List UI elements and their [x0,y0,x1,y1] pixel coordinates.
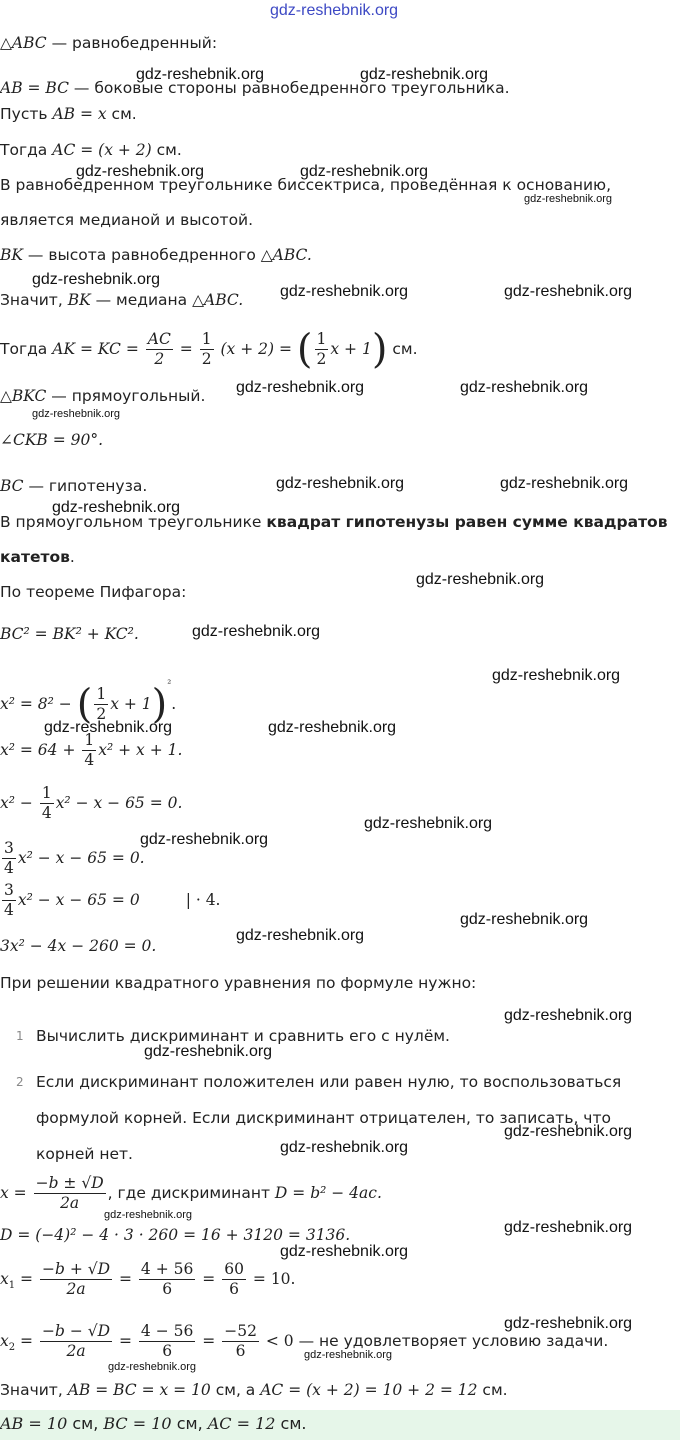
watermark: gdz-reshebnik.org [504,1123,633,1140]
watermark: gdz-reshebnik.org [32,408,121,420]
line-bisector-2: является медианой и высотой. [0,211,254,229]
watermark: gdz-reshebnik.org [44,719,173,736]
fraction: $\frac{-b + √D}{2a}$ [41,1260,111,1298]
eq-root-formula: x = $\frac{-b \pm √D}{2a}$ , где дискриминант D = b² − 4ac. [0,1174,382,1212]
line-quadratic-intro: При решении квадратного уравнения по формуле нужно: [0,974,477,992]
watermark: gdz-reshebnik.org [136,66,265,83]
fraction: $\frac{3}{4}$ [4,839,14,877]
list-item-2-line-3: корней нет. [36,1145,133,1163]
watermark: gdz-reshebnik.org [460,379,589,396]
eq-pythagoras: BC² = BK² + KC². [0,625,139,643]
fraction: $\frac{-b - √D}{2a}$ [41,1322,111,1360]
watermark: gdz-reshebnik.org [236,379,365,396]
watermark: gdz-reshebnik.org [192,623,321,640]
line-triangle-isosceles: △ABC — равнобедренный: [0,34,218,52]
eq-root-1: $x_1$ = $\frac{-b + √D}{2a}$ = $\frac{4 + 56}{6}$ = $\frac{60}{6}$ = 10. [0,1260,296,1298]
line-then-ac: Тогда AC = (x + 2) см. [0,141,182,159]
watermark: gdz-reshebnik.org [280,1243,409,1260]
watermark: gdz-reshebnik.org [460,911,589,928]
eq-x-squared: x² = 8² − ( $\frac{1}{2}$ x + 1)$^{^2}$. [0,679,177,728]
watermark: gdz-reshebnik.org [52,499,181,516]
answer-line: AB = 10 см, BC = 10 см, AC = 12 см. [0,1414,307,1433]
list-item-1: Вычислить дискриминант и сравнить его с нулём. [36,1027,450,1045]
fraction: $\frac{1}{2}$ [316,330,327,368]
watermark: gdz-reshebnik.org [416,571,545,588]
fraction: $\frac{4 - 56}{6}$ [140,1322,194,1360]
fraction: $\frac{1}{4}$ [41,784,52,822]
line-bkc-right: △BKC — прямоугольный. [0,387,206,405]
watermark: gdz-reshebnik.org [364,815,493,832]
watermark: gdz-reshebnik.org [524,193,613,205]
watermark: gdz-reshebnik.org [280,283,409,300]
left-paren: ( [76,681,93,728]
line-conclusion: Значит, AB = BC = x = 10 см, а AC = (x + 2) = 10 + 2 = 12 см. [0,1381,508,1399]
watermark: gdz-reshebnik.org [304,1349,393,1361]
line-bisector-1: В равнобедренном треугольнике биссектриса, проведённая к основанию, [0,176,612,194]
line-bk-height: BK — высота равнобедренного △ABC. [0,246,312,264]
watermark: gdz-reshebnik.org [104,1209,193,1221]
fraction: $\frac{-b \pm √D}{2a}$ [35,1174,104,1212]
line-bk-median: Значит, BK — медиана △ABC. [0,291,244,309]
watermark: gdz-reshebnik.org [32,271,161,288]
fraction: $\frac{AC}{2}$ [147,330,171,368]
left-paren: ( [296,326,313,373]
list-number: 2 [16,1075,24,1089]
line-pythagoras: По теореме Пифагора: [0,583,187,601]
right-paren: ) [371,326,388,373]
watermark: gdz-reshebnik.org [276,475,405,492]
fraction: $\frac{1}{2}$ [201,330,212,368]
fraction: $\frac{3}{4}$ [4,881,14,919]
eq-three-quarters: $\frac{3}{4}$ x² − x − 65 = 0. [4,839,145,877]
list-item-2-line-1: Если дискриминант положителен или равен нулю, то воспользоваться [36,1073,622,1091]
line-theorem-2: катетов. [0,548,75,566]
eq-discriminant: D = (−4)² − 4 · 3 · 260 = 16 + 3120 = 3136. [0,1226,351,1244]
fraction: $\frac{60}{6}$ [224,1260,244,1298]
watermark: gdz-reshebnik.org [280,1139,409,1156]
right-paren: ) [151,681,168,728]
fraction: $\frac{4 + 56}{6}$ [140,1260,194,1298]
line-ak-kc: Тогда AK = KC = $\frac{AC}{2}$ = $\frac{1}{2}$ (x + 2) = ( $\frac{1}{2}$ x + 1) см. [0,326,418,373]
line-equal-sides: AB = BC — боковые стороны равнобедренного треугольника. [0,79,510,97]
watermark: gdz-reshebnik.org [76,163,205,180]
line-let-ab: Пусть AB = x см. [0,105,137,123]
watermark: gdz-reshebnik.org [360,66,489,83]
eq-quadratic: 3x² − 4x − 260 = 0. [0,937,157,955]
eq-root-2: $x_2$ = $\frac{-b - √D}{2a}$ = $\frac{4 - 56}{6}$ = $\frac{-52}{6}$ < 0 — не удовлетворяет условию задачи. [0,1322,609,1360]
watermark: gdz-reshebnik.org [492,667,621,684]
list-item-2-line-2: формулой корней. Если дискриминант отрицателен, то записать, что [36,1109,611,1127]
watermark: gdz-reshebnik.org [500,475,629,492]
watermark: gdz-reshebnik.org [270,2,399,19]
watermark: gdz-reshebnik.org [504,1315,633,1332]
eq-multiply-by-4: $\frac{3}{4}$ x² − x − 65 = 0 | · 4. [4,881,221,919]
watermark: gdz-reshebnik.org [108,1361,197,1373]
fraction: $\frac{1}{4}$ [84,731,95,769]
line-hypotenuse: BC — гипотенуза. [0,477,148,495]
line-theorem-1: В прямоугольном треугольнике квадрат гипотенузы равен сумме квадратов [0,513,668,531]
eq-expanded: x² = 64 + $\frac{1}{4}$ x² + x + 1. [0,731,183,769]
watermark: gdz-reshebnik.org [504,283,633,300]
watermark: gdz-reshebnik.org [236,927,365,944]
watermark: gdz-reshebnik.org [504,1007,633,1024]
fraction: $\frac{1}{2}$ [96,685,107,723]
watermark: gdz-reshebnik.org [268,719,397,736]
line-angle: ∠CKB = 90°. [0,431,104,449]
fraction: $\frac{-52}{6}$ [224,1322,257,1360]
watermark: gdz-reshebnik.org [300,163,429,180]
watermark: gdz-reshebnik.org [144,1043,273,1060]
watermark: gdz-reshebnik.org [140,831,269,848]
watermark: gdz-reshebnik.org [504,1219,633,1236]
list-number: 1 [16,1029,24,1043]
eq-move-terms: x² − $\frac{1}{4}$ x² − x − 65 = 0. [0,784,183,822]
